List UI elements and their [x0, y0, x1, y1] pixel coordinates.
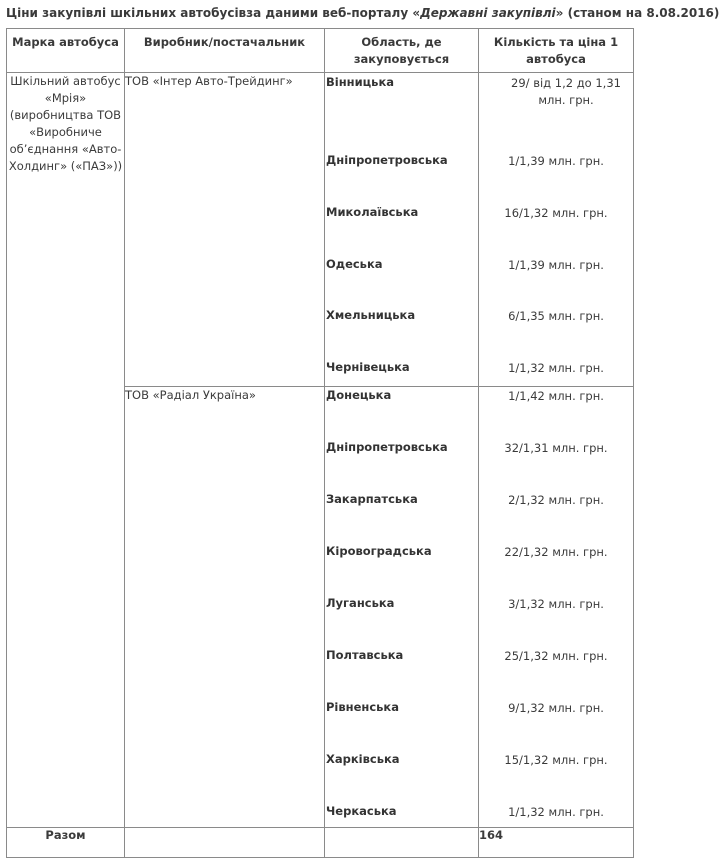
qty-value: 22/1,32 млн. грн. — [504, 545, 608, 559]
region-name: Одеська — [326, 257, 383, 271]
qty-value: 1/1,39 млн. грн. — [508, 258, 604, 272]
region-name: Луганська — [326, 596, 395, 610]
region-name: Хмельницька — [326, 308, 416, 322]
maker-cell — [125, 73, 325, 387]
total-empty-maker — [125, 828, 325, 858]
header-qty-label: Кількість та ціна 1 автобуса — [493, 35, 619, 66]
qty-value: 2/1,32 млн. грн. — [508, 493, 604, 507]
group-row-inter — [7, 73, 634, 387]
region-name: Полтавська — [326, 648, 404, 662]
total-empty-region — [325, 828, 479, 858]
qty-value: 9/1,32 млн. грн. — [508, 701, 604, 715]
qty-value: 1/1,32 млн. грн. — [508, 361, 604, 375]
header-brand — [7, 29, 125, 73]
qty-value: 1/1,32 млн. грн. — [508, 805, 604, 819]
total-label-text: Разом — [45, 828, 86, 842]
region-name: Чернівецька — [326, 360, 410, 374]
region-name: Рівненська — [326, 700, 399, 714]
region-name: Черкаська — [326, 804, 397, 818]
region-name: Миколаївська — [326, 205, 419, 219]
header-qty — [479, 29, 634, 73]
region-name: Донецька — [326, 388, 392, 402]
header-maker-label: Виробник/постачальник — [143, 35, 306, 49]
regions-cell — [325, 387, 479, 828]
caption-portal-name: Державні закупівлі — [420, 6, 556, 20]
qty-cell — [479, 387, 634, 828]
caption-date: » (станом на 8.08.2016) — [555, 6, 719, 20]
maker-cell — [125, 387, 325, 828]
qty-value: 3/1,32 млн. грн. — [508, 597, 604, 611]
region-name: Вінницька — [326, 75, 395, 89]
qty-cell — [479, 73, 634, 387]
brand-cell — [7, 73, 125, 828]
qty-value: 1/1,39 млн. грн. — [508, 154, 604, 168]
table-caption — [6, 4, 719, 22]
qty-value: 25/1,32 млн. грн. — [504, 649, 608, 663]
region-name: Дніпропетровська — [326, 153, 448, 167]
header-region — [325, 29, 479, 73]
bus-procurement-table — [6, 28, 634, 858]
regions-cell — [325, 73, 479, 387]
maker-name: ТОВ «Радіал Україна» — [125, 388, 256, 402]
qty-value: 6/1,35 млн. грн. — [508, 309, 604, 323]
header-maker — [125, 29, 325, 73]
region-name: Харківська — [326, 752, 400, 766]
brand-text: Шкільний автобус «Мрія» (виробництва ТОВ «Виробниче об’єднання «Авто-Холдинг» («ПАЗ»)) — [8, 74, 123, 173]
total-value-text: 164 — [479, 828, 504, 842]
total-label — [7, 828, 125, 858]
region-name: Закарпатська — [326, 492, 418, 506]
qty-value: 16/1,32 млн. грн. — [504, 206, 608, 220]
qty-value: 32/1,31 млн. грн. — [504, 441, 608, 455]
total-row — [7, 828, 634, 858]
maker-name: ТОВ «Інтер Авто-Трейдинг» — [125, 74, 293, 88]
region-name: Дніпропетровська — [326, 440, 448, 454]
header-row — [7, 29, 634, 73]
total-value — [479, 828, 634, 858]
caption-text: Ціни закупівлі шкільних автобусівза даними веб-порталу « — [6, 6, 421, 20]
qty-value: 1/1,42 млн. грн. — [508, 389, 604, 403]
header-region-label: Область, де закуповується — [353, 35, 450, 66]
header-brand-label: Марка автобуса — [12, 35, 119, 49]
region-name: Кіровоградська — [326, 544, 432, 558]
qty-value: 29/ від 1,2 до 1,31 млн. грн. — [511, 76, 621, 107]
qty-value: 15/1,32 млн. грн. — [504, 753, 608, 767]
